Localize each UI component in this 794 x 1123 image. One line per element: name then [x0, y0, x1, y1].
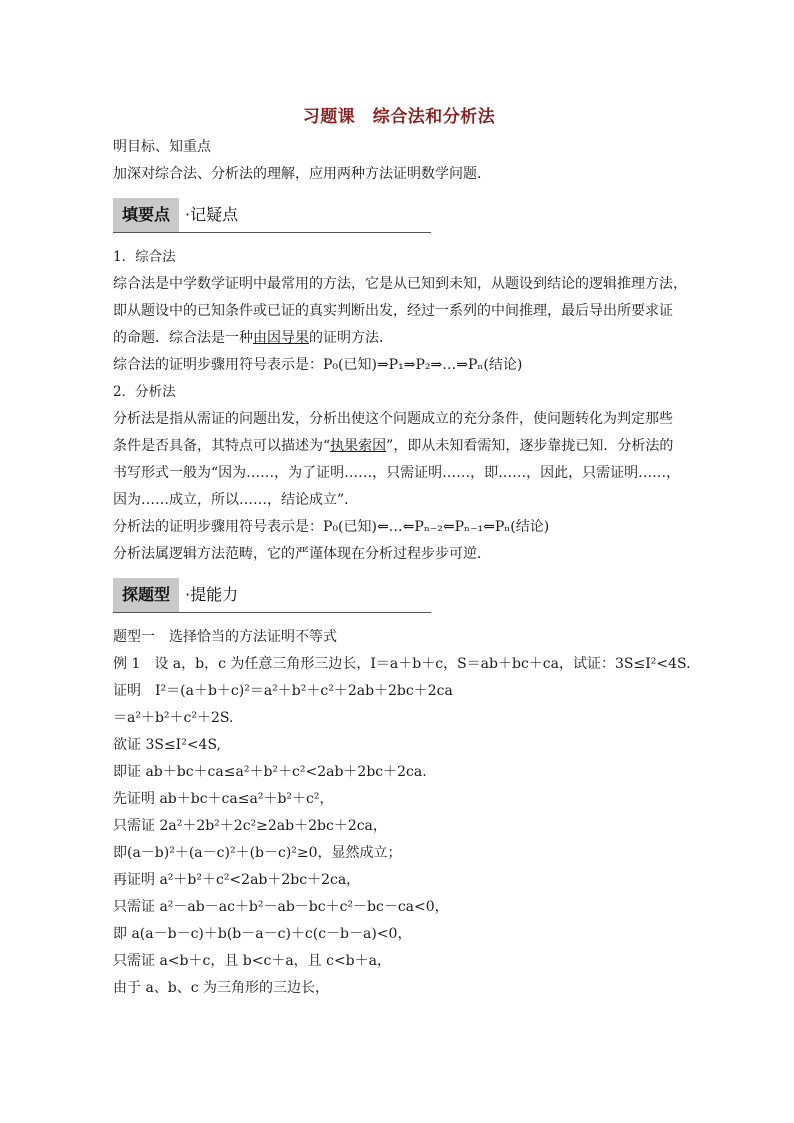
synthesis-para-line-2: 即从题设中的已知条件或已证的真实判断出发，经过一系列的中间推理，最后导出所要求证 [113, 303, 673, 319]
proof-line: 即证 ab＋bc＋ca≤a²＋b²＋c²<2ab＋2bc＋2ca. [113, 764, 427, 780]
proof-line: 再证明 a²＋b²＋c²<2ab＋2bc＋2ca， [113, 872, 361, 888]
keyword-effect-to-cause: 执果索因 [330, 438, 387, 454]
analysis-symbol-line: 分析法的证明步骤用符号表示是：P₀(已知)⇐…⇐Pₙ₋₂⇐Pₙ₋₁⇐Pₙ(结论) [113, 519, 550, 535]
keyword-cause-to-effect: 由因导果 [253, 330, 309, 346]
proof-line: 只需证 a<b＋c，且 b<c＋a，且 c<b＋a， [113, 953, 391, 969]
section-2-label-box: 探题型 [113, 578, 179, 612]
proof-lines [113, 624, 691, 1002]
proof-line: 欲证 3S≤I²<4S, [113, 737, 222, 753]
synthesis-heading: 1．综合法 [113, 249, 176, 265]
section-1-sublabel: ·记疑点 [185, 205, 239, 224]
synthesis-para-line-3: 的命题．综合法是一种由因导果的证明方法． [113, 330, 393, 346]
proof-line: 只需证 a²－ab－ac＋b²－ab－bc＋c²－bc－ca<0， [113, 899, 449, 915]
analysis-para-line-3: 书写形式一般为“因为……，为了证明……，只需证明……，即……，因此，只需证明……， [113, 465, 681, 481]
proof-line: 题型一 选择恰当的方法证明不等式 [113, 629, 337, 645]
intro-heading: 明目标、知重点 [113, 139, 211, 155]
proof-line: 只需证 2a²＋2b²＋2c²≥2ab＋2bc＋2ca， [113, 818, 387, 834]
proof-line: 先证明 ab＋bc＋ca≤a²＋b²＋c²， [113, 791, 334, 807]
section-header-2 [113, 578, 685, 614]
proof-line: 例 1 设 a，b，c 为任意三角形三边长，I＝a＋b＋c，S＝ab＋bc＋ca，试证：3S≤I²<4S. [113, 656, 691, 672]
analysis-para-line-2: 条件是否具备，其特点可以描述为“执果索因”，即从未知看需知，逐步靠拢已知．分析法的 [113, 438, 674, 454]
proof-line: 即(a－b)²＋(a－c)²＋(b－c)²≥0，显然成立； [113, 845, 402, 861]
analysis-para-line-1: 分析法是指从需证的问题出发，分析出使这个问题成立的充分条件，使问题转化为判定那些 [113, 411, 673, 427]
proof-line: 证明 I²＝(a＋b＋c)²＝a²＋b²＋c²＋2ab＋2bc＋2ca [113, 683, 453, 699]
section-2-sublabel: ·提能力 [185, 585, 239, 604]
analysis-para-line-4: 因为……成立，所以……，结论成立”． [113, 492, 359, 508]
proof-line: 即 a(a－b－c)＋b(b－a－c)＋c(c－b－a)<0， [113, 926, 412, 942]
section-header-1 [113, 198, 685, 234]
document-page [113, 100, 691, 1002]
analysis-para-line-6: 分析法属逻辑方法范畴，它的严谨体现在分析过程步步可逆． [113, 546, 491, 562]
synthesis-para-line-1: 综合法是中学数学证明中最常用的方法，它是从已知到未知，从题设到结论的逻辑推理方法， [113, 276, 687, 292]
section-1-label-box: 填要点 [113, 198, 179, 232]
intro-text: 加深对综合法、分析法的理解，应用两种方法证明数学问题． [113, 166, 491, 182]
analysis-heading: 2．分析法 [113, 384, 176, 400]
page-title: 习题课 综合法和分析法 [302, 107, 496, 127]
proof-line: ＝a²＋b²＋c²＋2S. [113, 710, 234, 726]
proof-line: 由于 a、b、c 为三角形的三边长， [113, 980, 330, 996]
synthesis-symbol-line: 综合法的证明步骤用符号表示是：P₀(已知)⇒P₁⇒P₂⇒…⇒Pₙ(结论) [113, 357, 523, 373]
